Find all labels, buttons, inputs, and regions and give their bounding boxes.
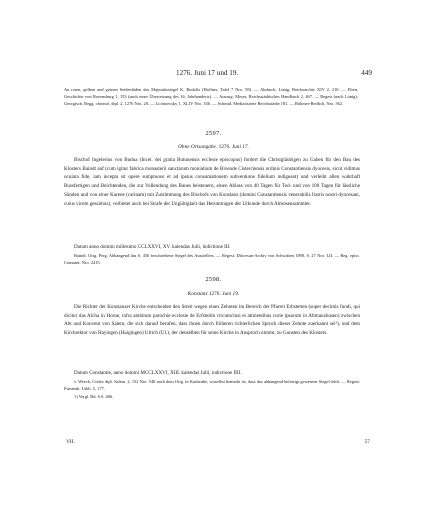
header-title: 1276. Juni 17 und 19. <box>176 69 239 77</box>
page-number: 449 <box>361 69 372 77</box>
entry-year: 1276. <box>208 291 221 297</box>
entry-heading <box>0 291 427 297</box>
entry-day: Juni 19. <box>222 291 240 297</box>
entry-place: Ohne Ortsangabe. <box>178 144 218 150</box>
entry-heading <box>0 144 427 150</box>
entry-year: 1276. <box>218 144 231 150</box>
entry-dating: Datum Constantie, anno domini MCCLXXVI, XIII. kalendas Julii, indictione IIII. <box>74 370 242 376</box>
entry-number: 2597. <box>205 130 222 137</box>
entry-body: Bischof Ingelerius von Budua (Incel. dei gratia Butunensis ecclesie episcopus) fordert die Christgläubigen zu Gaben für den Bau des Klosters Baindt auf (cum igitur fabrica monasterii sanctarum monialium de Bivende Cisterciensis ordinis Constantiensis dyocesis, sicut vidimus oculata fide, iam incepta sit opere sumptuoso et ad ipsius consumationem subventione fidelium indigeant) und verleiht allen wahrhaft Bussfertigen und Beichtenden, die zur Vollendung des Baues beisteuern, einen Ablass von 40 Tagen für Tod- und von 100 Tagen für lässliche Sünden und von einer Karene (carinam) mit Zustimmung des Bischofs von Konstanz (domini Constantiensis venerabilis fratris nostri dyocesani, cuius vicem gessimus), verbietet auch bei Strafe der Ungültigkeit das Herumtragen der Urkunde durch Almosensammler. <box>64 157 360 207</box>
signature-mark: VII. <box>66 439 75 445</box>
entry-place: Konstanz <box>187 291 208 297</box>
footnote: 1) Vergl. Bd. 6 S. 406. <box>74 394 114 399</box>
intro-notes: An roten, gelben und grünen Seidenfäden das Majestätssiegel K. Rudolfs (Hoffner, Tafel 7 Nro. 58). — Abdruck: Lünig, Reichsarchiv XIV 2, 210. — Eben, Geschichte von Ravensburg 1, 153 (nach einer Übersetzung des 16. Jahrhunderts). — Auszug: Moser, Reichsstädtisches Handbuch 2, 467. — Regest (nach Lünig): Georgisch, Regg. chronol. dipl. 2, 1276 Nro. 20. — Lichnowsky 1, XLIV Nro. 336. — Schmid, Mediatisierte Reichsstädte 181. — Böhmer-Redlich, Nro. 562. <box>64 87 358 107</box>
running-header <box>0 69 427 79</box>
sheet-number: 57 <box>364 439 370 445</box>
entry-notes: Baindt. Orig. Perg. Abhangend das S. 456 beschriebene Siegel des Ausstellers. — Regest: Diöcesan-Archiv von Schwaben 1890, S. 27 Nro. LII. — Reg. episc. Constant. Nro. 2415. <box>64 253 360 266</box>
entry-notes: v. Weech, Codex dipl. Salem. 2, 152 Nro. 540 nach dem Orig. in Karlsruhe, woselbst bemerkt ist, dass das abhangend befestigt gewesene Siegel fehlt. — Regest: Fürstenb. Urkb. 5, 177. <box>64 379 360 392</box>
entry-day: Juni 17. <box>231 144 249 150</box>
entry-number: 2598. <box>205 276 222 283</box>
entry-body: Die Richter der Konstanzer Kirche entscheiden den Streit wegen eines Zehnten im Bereich der Pfarrei Erbstetten (super decimis fundi, qui dicitur das Alcha in Horne, infra ambitum parochie ecclesie de Erfsteitin circumclusi et attinentibus curie ipsorum in Altmanzhusen) zwischen Abt und Konvent von Salem, die sich darauf berufen, dass ihnen durch früheren richterlichen Spruch dieser Zehnte zuerkannt sei¹), und dem Kirchrektor von Hayingen (Haigingen) Ulrich (Ul.), der denselben für seine Kirche in Anspruch nimmt, zu Gunsten des Klosters. <box>64 304 360 337</box>
entry-dating: Datum anno domini millesimo CCLXXVI, XV. kalendas Julii, indictione III. <box>74 244 231 250</box>
